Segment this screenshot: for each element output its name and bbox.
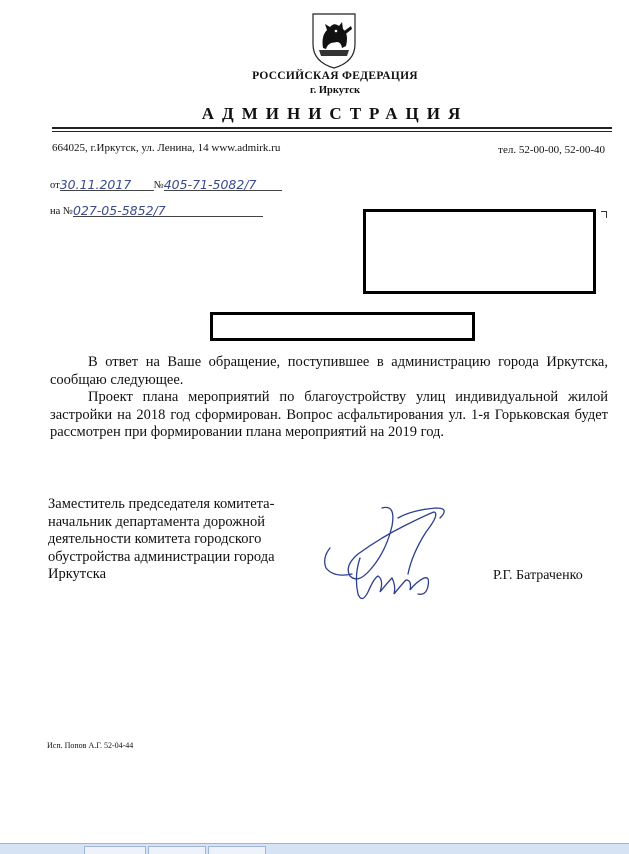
redacted-salutation-box — [210, 312, 475, 341]
signer-position: Заместитель председателя комитета-начальник департамента дорожной деятельности комитета городского обустройства администрации города Иркутска — [48, 496, 275, 582]
phone-line: тел. 52-00-00, 52-00-40 — [498, 144, 605, 156]
handwritten-signature — [300, 496, 460, 611]
handwritten-in-reply-number: 027-05-5852/7 — [72, 203, 166, 218]
city-name: г. Иркутск — [310, 85, 360, 96]
handwritten-number: 405-71-5082/7 — [163, 177, 257, 192]
signer-name: Р.Г. Батраченко — [493, 568, 583, 583]
header-rule-thick — [52, 127, 612, 129]
date-field — [60, 177, 154, 191]
irkutsk-coat-of-arms-icon — [309, 12, 359, 70]
address-line: 664025, г.Иркутск, ул. Ленина, 14 www.admirk.ru — [52, 142, 281, 154]
addressee-corner-mark — [601, 211, 607, 218]
in-reply-prefix: на № — [50, 206, 73, 217]
executor-note: Исп. Попов А.Г. 52-04-44 — [47, 741, 134, 750]
body-paragraph: В ответ на Ваше обращение, поступившее в администрацию города Иркутска, сообщаю следующее. — [50, 354, 608, 388]
letter-body — [50, 354, 608, 442]
body-paragraph: Проект плана мероприятий по благоустройству улиц индивидуальной жилой застройки на 2018 год сформирован. Вопрос асфальтирования ул. 1-я Горьковская будет рассмотрен при формировании плана мероприятий на 2019 год. — [50, 389, 608, 440]
window-taskbar — [0, 843, 629, 854]
outgoing-reference — [50, 177, 290, 193]
country-name: РОССИЙСКАЯ ФЕДЕРАЦИЯ — [252, 70, 418, 82]
number-prefix: № — [153, 180, 164, 191]
organization-title: АДМИНИСТРАЦИЯ — [201, 104, 469, 123]
number-field — [164, 177, 282, 191]
from-prefix: от — [50, 180, 60, 191]
redacted-addressee-box — [363, 209, 596, 294]
handwritten-date: 30.11.2017 — [59, 177, 132, 192]
incoming-reference — [50, 203, 280, 219]
in-reply-field — [73, 203, 263, 217]
header-rule-thin — [52, 131, 612, 132]
